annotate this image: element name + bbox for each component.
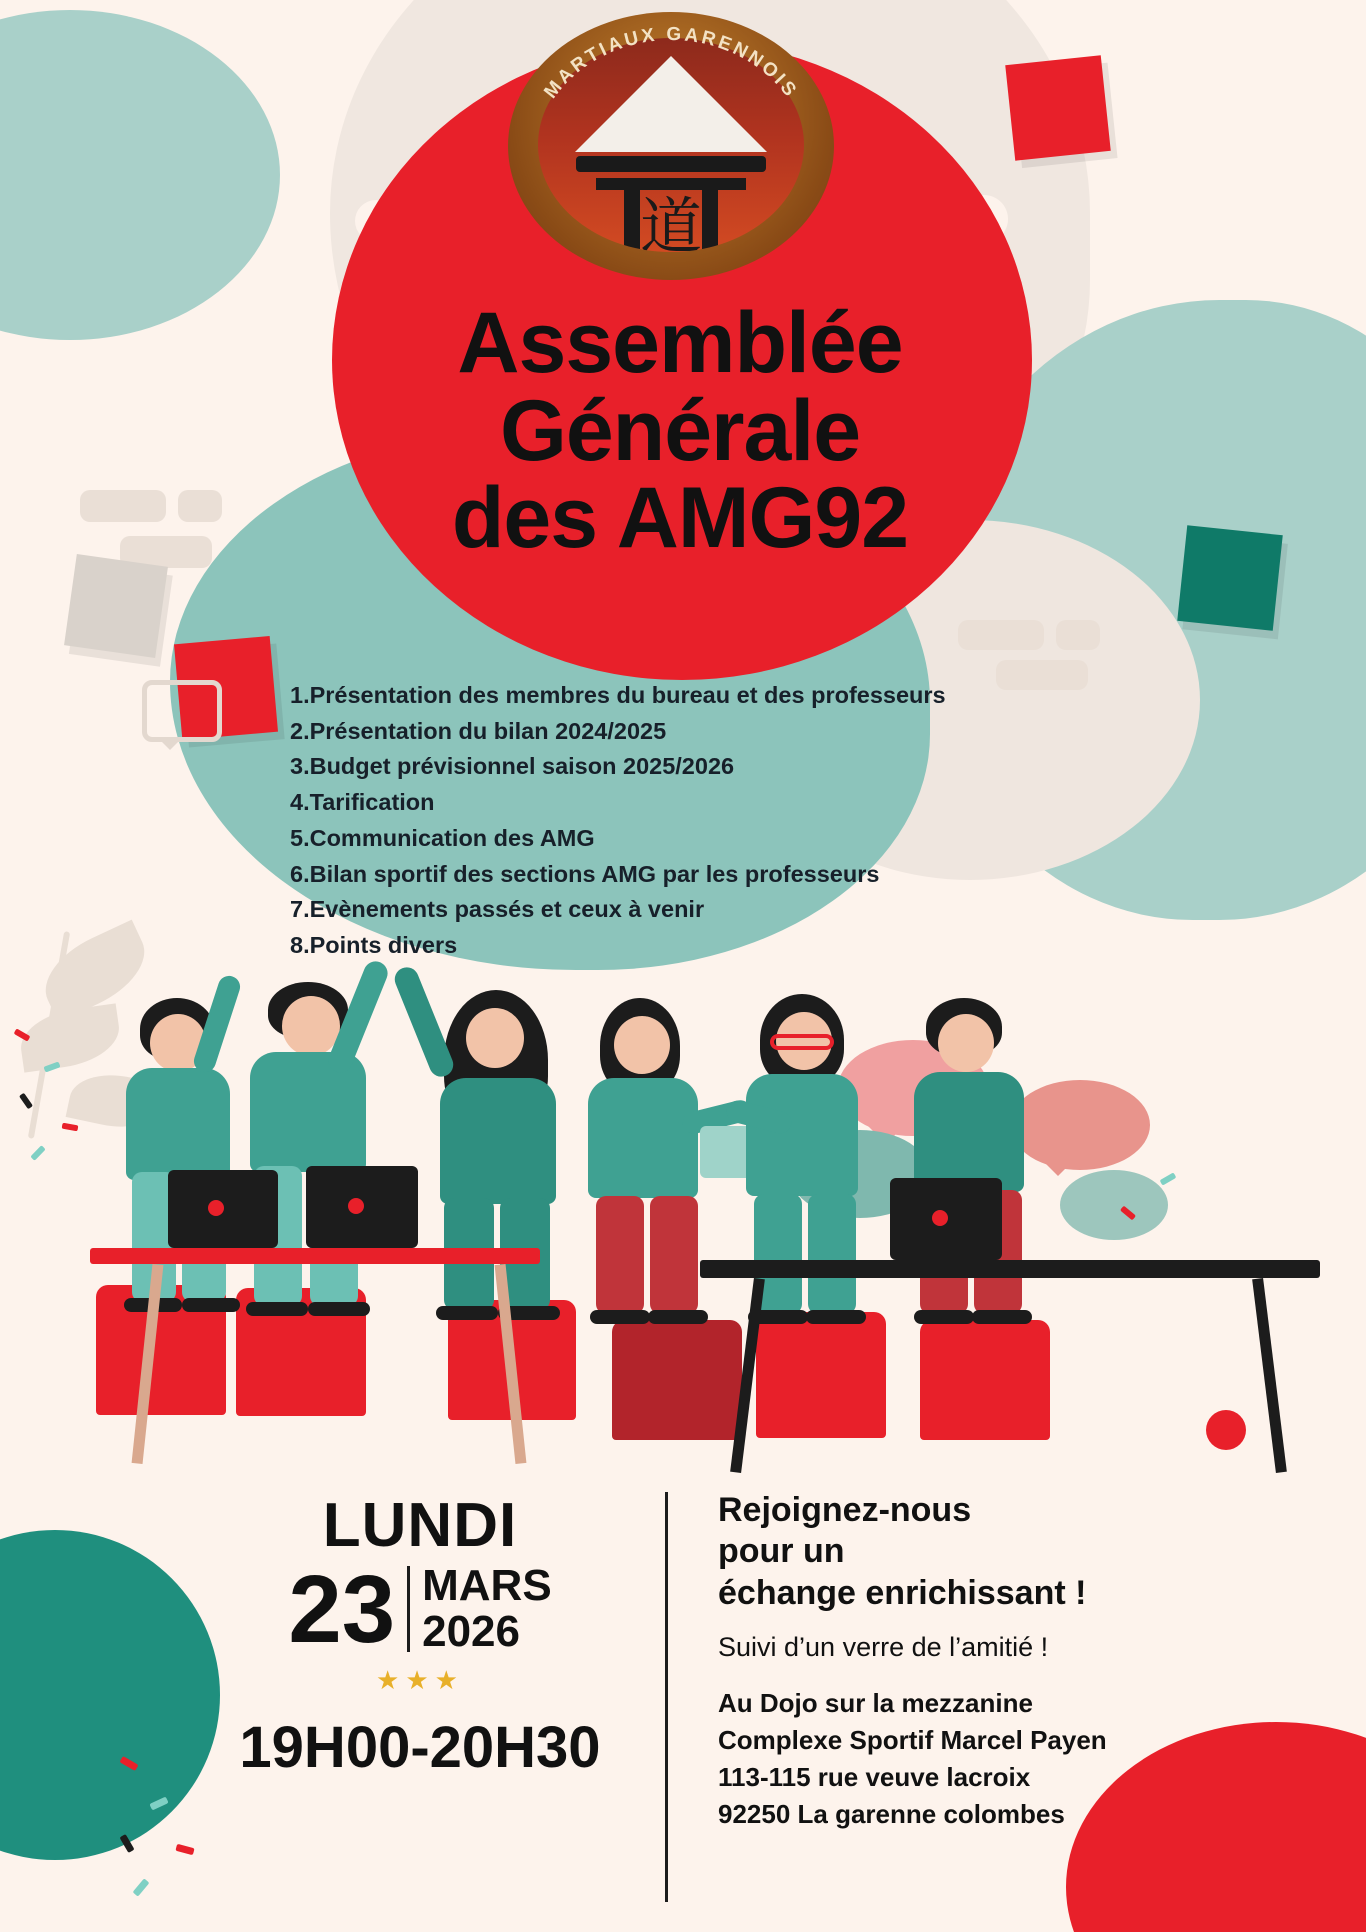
sticky-note-icon [1177,525,1283,631]
chat-bubble-icon [142,680,222,742]
logo-arc-label: MARTIAUX GARENNOIS [540,23,802,103]
speech-bubble-icon [1010,1080,1150,1170]
desk [700,1260,1320,1278]
stars-decoration: ★★★ [376,1665,464,1696]
confetti [19,1093,33,1110]
agenda-item: 3.Budget prévisionnel saison 2025/2026 [290,753,735,780]
decor-brick [1056,620,1100,650]
glasses-icon [770,1034,834,1050]
illustration-meeting [0,1020,1366,1480]
confetti [14,1028,31,1041]
background-blob-teal-left [0,10,280,340]
confetti [175,1844,194,1855]
chair [756,1312,886,1438]
vertical-divider [665,1492,668,1902]
kanji-do: 道 [639,190,703,252]
chair [920,1320,1050,1440]
decor-brick [178,490,222,522]
invite-headline-3: échange enrichissant ! [718,1573,1087,1612]
date-row [200,1555,640,1663]
title-line-3: des AMG92 [451,470,909,567]
speech-bubble-icon [1060,1170,1168,1240]
logo-arc-text [508,12,834,280]
amg92-logo [508,12,834,280]
confetti [1160,1172,1177,1185]
month-label: MARS [422,1561,552,1610]
date-separator [407,1566,410,1652]
venue-address [718,1685,1298,1833]
confetti [62,1123,79,1132]
agenda-item: 7.Evènements passés et ceux à venir [290,896,705,923]
event-time: 19H00-20H30 [239,1715,601,1781]
address-line: 92250 La garenne colombes [718,1799,1065,1830]
chair [612,1320,742,1440]
agenda-item: 2.Présentation du bilan 2024/2025 [290,717,667,744]
agenda-item: 4.Tarification [290,789,435,816]
invite-headline-1: Rejoignez-nous [718,1491,972,1529]
title-line-2: Générale [499,382,861,479]
confetti [30,1145,45,1161]
day-number: 23 [288,1555,396,1663]
background-blob-teal-bottom [0,1530,220,1860]
agenda-item: 8.Points divers [290,932,458,959]
sticky-note-icon [64,554,168,658]
address-line: Complexe Sportif Marcel Payen [718,1725,1107,1756]
event-info-block [718,1490,1298,1833]
agenda-item: 6.Bilan sportif des sections AMG par les professeurs [290,860,880,887]
sticky-note-icon [1005,55,1111,161]
desk [90,1248,540,1264]
agenda-list [290,678,1120,964]
page-title [300,295,1060,567]
title-line-1: Assemblée [457,295,903,391]
event-date-block [200,1490,640,1781]
decor-brick [958,620,1044,650]
address-line: Au Dojo sur la mezzanine [718,1688,1033,1719]
agenda-item: 1.Présentation des membres du bureau et des professeurs [290,682,946,708]
weekday-label: LUNDI [322,1491,518,1560]
desk-leg [1252,1278,1287,1473]
agenda-item: 5.Communication des AMG [290,824,595,851]
year-label: 2026 [422,1607,520,1657]
address-line: 113-115 rue veuve lacroix [718,1762,1031,1793]
confetti [133,1878,150,1896]
invite-subtitle: Suivi d’un verre de l’amitié ! [718,1632,1049,1663]
confetti [43,1061,60,1072]
invite-headline-2: pour un [718,1532,845,1571]
decor-brick [80,490,166,522]
